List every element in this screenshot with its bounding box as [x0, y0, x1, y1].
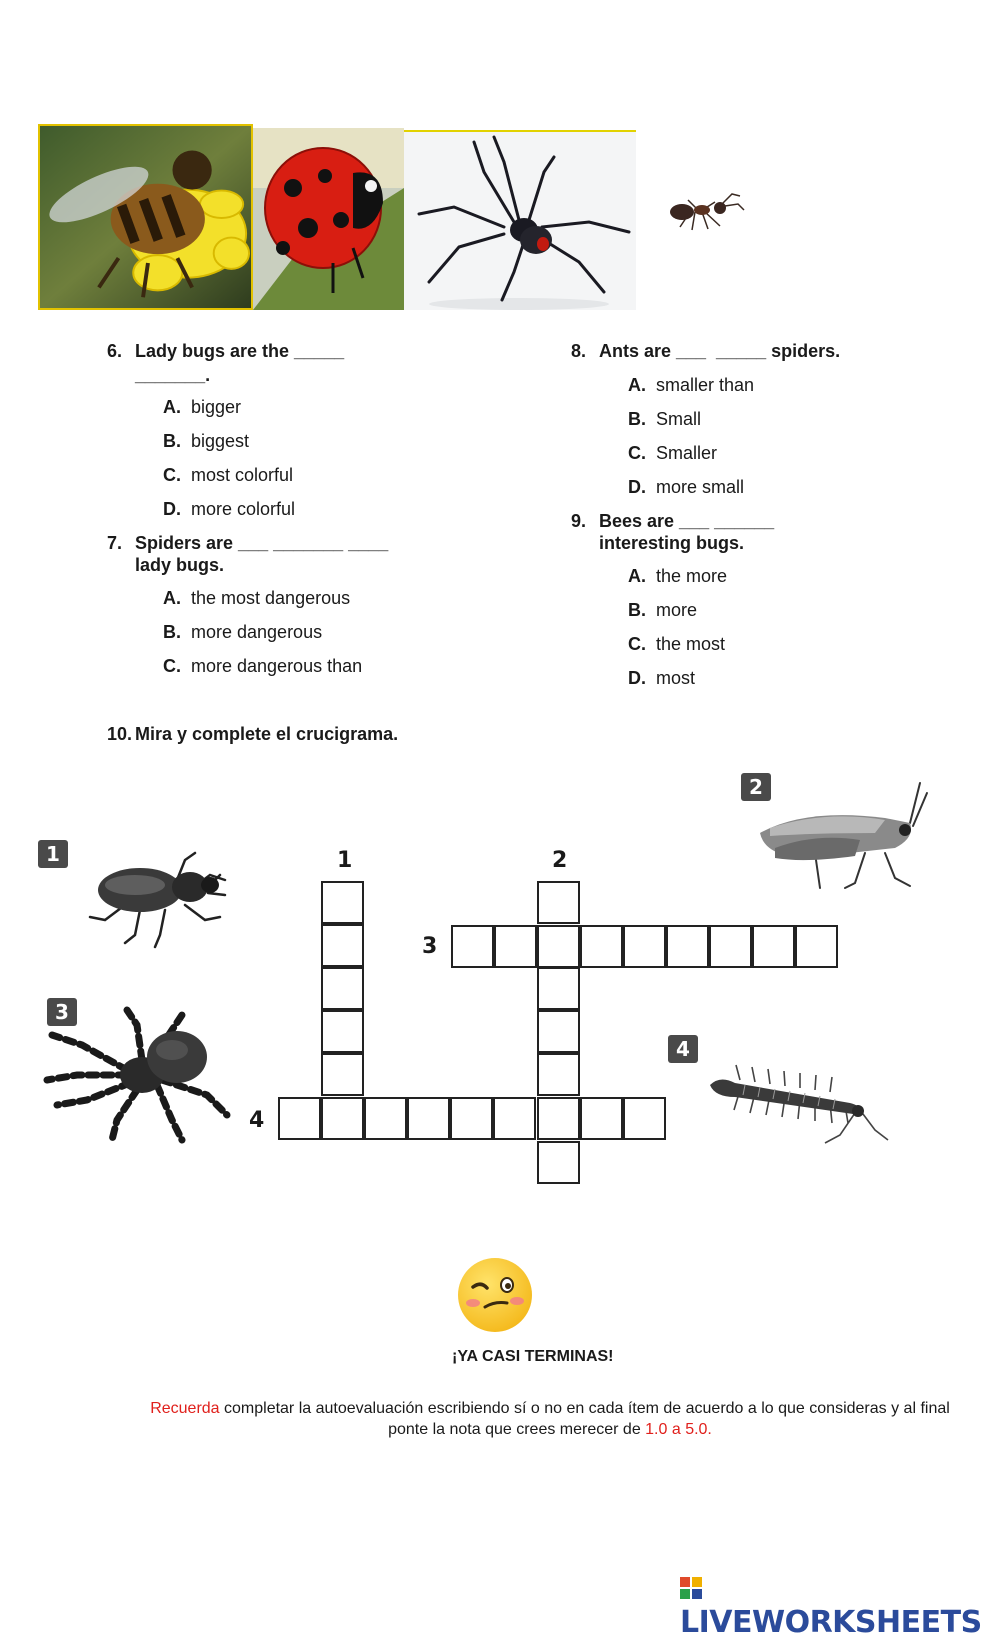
option-letter: D.	[628, 477, 646, 497]
option-letter: A.	[163, 397, 181, 417]
question-10	[107, 723, 507, 745]
crossword-cell-1-down[interactable]	[321, 1053, 364, 1096]
note-highlight-range: 1.0 a 5.0.	[645, 1421, 712, 1438]
option-text: Smaller	[656, 443, 718, 463]
option-letter: A.	[628, 375, 646, 395]
clue-number-4: 4	[249, 1108, 265, 1133]
option-6a[interactable]	[163, 396, 241, 418]
crossword-cell-4-across[interactable]	[364, 1097, 407, 1140]
question-text: Ants are ___ _____ spiders.	[599, 341, 841, 361]
crossword-cell-4-across[interactable]	[278, 1097, 321, 1140]
option-text: more colorful	[191, 499, 296, 519]
option-letter: B.	[628, 409, 646, 429]
crossword-cell-4-across[interactable]	[493, 1097, 536, 1140]
option-7a[interactable]	[163, 587, 350, 609]
option-text: more dangerous	[191, 622, 323, 642]
picture-badge-3: 3	[47, 998, 77, 1026]
question-number: 8.	[571, 341, 587, 361]
option-6c[interactable]	[163, 464, 293, 486]
option-letter: B.	[163, 431, 181, 451]
option-text: more small	[656, 477, 745, 497]
question-8	[571, 340, 971, 362]
option-text: smaller than	[656, 375, 755, 395]
option-text: more dangerous than	[191, 656, 363, 676]
option-text: Small	[656, 409, 702, 429]
crossword-cell-3-across[interactable]	[623, 925, 666, 968]
grasshopper-picture	[745, 778, 930, 893]
crossword-cell-4-across[interactable]	[450, 1097, 493, 1140]
option-letter: C.	[628, 443, 646, 463]
option-letter: D.	[163, 499, 181, 519]
spider-photo	[404, 132, 636, 310]
clue-number-2: 2	[552, 848, 568, 873]
crossword-cell-3-across[interactable]	[752, 925, 795, 968]
crossword-cell-4-across[interactable]	[407, 1097, 450, 1140]
option-letter: B.	[163, 622, 181, 642]
option-text: more	[656, 600, 698, 620]
option-6b[interactable]	[163, 430, 249, 452]
option-7c[interactable]	[163, 655, 362, 677]
grid-logo-icon	[680, 1572, 702, 1594]
picture-badge-4: 4	[668, 1035, 698, 1063]
question-text: Mira y complete el crucigrama.	[135, 724, 399, 744]
option-letter: C.	[163, 656, 181, 676]
wink-emoji-icon	[455, 1255, 535, 1335]
question-number: 9.	[571, 511, 587, 531]
question-text-continued: lady bugs.	[135, 555, 225, 575]
centipede-picture	[700, 1055, 890, 1145]
option-letter: A.	[163, 588, 181, 608]
option-text: most colorful	[191, 465, 294, 485]
option-letter: C.	[163, 465, 181, 485]
option-text: the more	[656, 566, 728, 586]
option-8c[interactable]	[628, 442, 717, 464]
crossword-cell-3-across[interactable]	[451, 925, 494, 968]
option-letter: D.	[628, 668, 646, 688]
question-number: 10.	[107, 724, 133, 744]
option-letter: B.	[628, 600, 646, 620]
option-8b[interactable]	[628, 408, 701, 430]
option-letter: C.	[628, 634, 646, 654]
option-9c[interactable]	[628, 633, 725, 655]
clue-number-3: 3	[422, 934, 438, 959]
option-8a[interactable]	[628, 374, 754, 396]
question-text-continued: _______.	[135, 365, 211, 385]
crossword-cell-1-down[interactable]	[321, 967, 364, 1010]
question-text-continued: interesting bugs.	[599, 533, 745, 553]
crossword-cell-2-down[interactable]	[537, 967, 580, 1010]
option-9b[interactable]	[628, 599, 697, 621]
option-text: biggest	[191, 431, 250, 451]
picture-badge-2: 2	[741, 773, 771, 801]
ladybug-photo	[253, 128, 404, 310]
note-highlight-remember: Recuerda	[150, 1400, 220, 1417]
question-7	[107, 532, 507, 576]
clue-number-1: 1	[337, 848, 353, 873]
option-text: the most dangerous	[191, 588, 351, 608]
crossword-cell-4-across[interactable]	[537, 1097, 580, 1140]
crossword-cell-2-down[interactable]	[537, 1010, 580, 1053]
liveworksheets-logo	[680, 1570, 1000, 1640]
logo-text: LIVEWORKSHEETS	[680, 1605, 982, 1640]
ant-photo	[660, 182, 746, 238]
option-8d[interactable]	[628, 476, 744, 498]
question-text: Lady bugs are the _____	[135, 341, 345, 361]
picture-badge-1: 1	[38, 840, 68, 868]
closing-title: ¡YA CASI TERMINAS!	[452, 1348, 614, 1365]
crossword-cell-3-across[interactable]	[537, 925, 580, 968]
crossword-cell-4-across[interactable]	[321, 1097, 364, 1140]
crossword-cell-3-across[interactable]	[666, 925, 709, 968]
crossword-cell-1-down[interactable]	[321, 1010, 364, 1053]
note-text: completar la autoevaluación escribiendo sí o no en cada ítem de acuerdo a lo que consideras y al final ponte la nota que crees merecer de	[219, 1400, 950, 1438]
crossword-cell-3-across[interactable]	[580, 925, 623, 968]
question-9	[571, 510, 971, 554]
crossword-cell-4-across[interactable]	[580, 1097, 623, 1140]
tarantula-picture	[42, 995, 247, 1155]
bee-photo	[38, 124, 253, 310]
question-text: Spiders are ___ _______ ____	[135, 533, 389, 553]
option-9a[interactable]	[628, 565, 727, 587]
crossword-cell-2-down[interactable]	[537, 1053, 580, 1096]
self-evaluation-note	[140, 1398, 960, 1440]
crossword-cell-4-across[interactable]	[623, 1097, 666, 1140]
beetle-picture	[80, 835, 235, 950]
crossword-cell-1-down[interactable]	[321, 924, 364, 967]
crossword-cell-3-across[interactable]	[709, 925, 752, 968]
option-text: most	[656, 668, 696, 688]
option-6d[interactable]	[163, 498, 295, 520]
option-7b[interactable]	[163, 621, 322, 643]
option-text: the most	[656, 634, 726, 654]
crossword-cell-1-down[interactable]	[321, 881, 364, 924]
option-letter: A.	[628, 566, 646, 586]
question-number: 6.	[107, 341, 123, 361]
crossword-cell-2-down[interactable]	[537, 1141, 580, 1184]
question-6	[107, 340, 507, 384]
question-number: 7.	[107, 533, 123, 553]
crossword-cell-3-across[interactable]	[494, 925, 537, 968]
question-text: Bees are ___ ______	[599, 511, 775, 531]
option-9d[interactable]	[628, 667, 695, 689]
crossword-cell-2-down[interactable]	[537, 881, 580, 924]
crossword-cell-3-across[interactable]	[795, 925, 838, 968]
option-text: bigger	[191, 397, 242, 417]
